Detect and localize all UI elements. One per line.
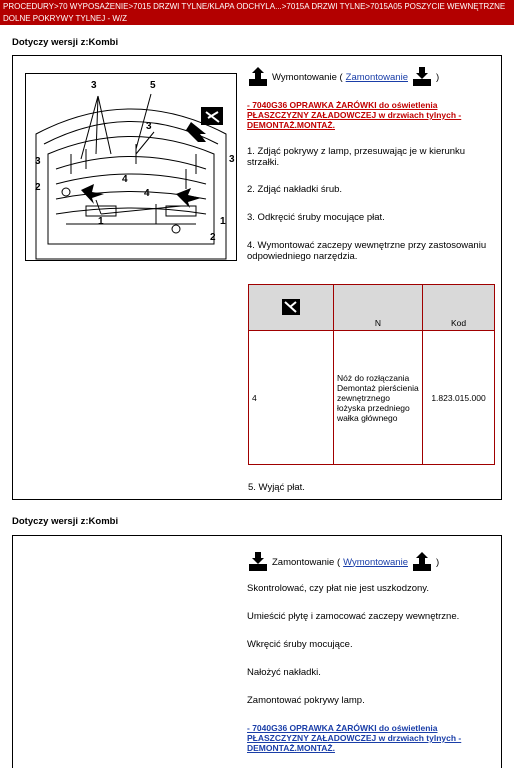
tools-table — [248, 284, 495, 465]
removal-link[interactable]: Wymontowanie — [343, 556, 408, 568]
step-4: 4. Wymontować zaczepy wewnętrzne przy zastosowaniu odpowiedniego narzędzia. — [247, 240, 487, 262]
label-1-a: 1 — [98, 216, 104, 227]
label-1-b: 1 — [220, 216, 226, 227]
step-5: 5. Wyjąć płat. — [248, 482, 305, 493]
label-3-c: 3 — [35, 156, 41, 167]
install-icon — [411, 67, 433, 87]
installation-link[interactable]: Zamontowanie — [345, 71, 408, 83]
removal-header — [247, 66, 495, 88]
step-2: 2. Zdjąć nakładki śrub. — [247, 184, 343, 195]
install-step-5: Zamontować pokrywy lamp. — [247, 695, 365, 706]
installation-header-suffix: ) — [435, 556, 440, 568]
step-3: 3. Odkręcić śruby mocujące płat. — [247, 212, 385, 223]
tools-header-name: N — [334, 285, 423, 331]
installation-header-prefix: Zamontowanie ( — [272, 556, 341, 568]
installation-header — [247, 551, 495, 573]
install-step-2: Umieścić płytę i zamocować zaczepy wewnętrzne. — [247, 611, 460, 622]
bulb-holder-link-2[interactable]: - 7040G36 OPRAWKA ŻARÓWKI do oświetlenia PŁASZCZYZNY ZAŁADOWCZEJ w drzwiach tylnych - DEMONTAŻ.MONTAŻ. — [247, 723, 462, 753]
breadcrumb[interactable]: PROCEDURY>70 WYPOSAŻENIE>7015 DRZWI TYLNE/KLAPA ODCHYLA...>7015A DRZWI TYLNE>7015A05 POSZYCIE WEWNĘTRZNE DOLNE POKRYWY TYLNEJ - W/Z — [0, 0, 514, 25]
tools-header-icon — [249, 285, 334, 331]
tool-code: 1.823.015.000 — [423, 331, 495, 465]
label-2-a: 2 — [35, 182, 41, 193]
version-label-1: Dotyczy wersji z:Kombi — [12, 37, 119, 48]
tools-header-code: Kod — [423, 285, 495, 331]
tool-name: Nóż do rozłączania Demontaż pierścienia zewnętrznego łożyska przedniego wałka głównego — [334, 331, 423, 465]
label-5: 5 — [150, 80, 156, 91]
wrench-icon — [282, 299, 300, 315]
removal-header-prefix: Wymontowanie ( — [272, 71, 343, 83]
install-step-4: Nałożyć nakładki. — [247, 667, 321, 678]
label-3-a: 3 — [91, 80, 97, 91]
removal-header-suffix: ) — [435, 71, 440, 83]
label-2-b: 2 — [210, 232, 216, 243]
table-row — [249, 331, 495, 465]
install-step-1: Skontrolować, czy płat nie jest uszkodzony. — [247, 583, 429, 594]
tailgate-diagram — [25, 73, 237, 261]
tailgate-drawing — [26, 74, 236, 260]
installation-content — [247, 551, 495, 753]
label-4-b: 4 — [144, 188, 150, 199]
install-step-3: Wkręcić śruby mocujące. — [247, 639, 353, 650]
remove-icon — [411, 552, 433, 572]
removal-content — [247, 66, 495, 262]
label-3-b: 3 — [146, 121, 152, 132]
remove-icon — [247, 67, 269, 87]
label-3-d: 3 — [229, 154, 235, 165]
tool-qty: 4 — [249, 331, 334, 465]
label-4-a: 4 — [122, 174, 128, 185]
step-1: 1. Zdjąć pokrywy z lamp, przesuwając je w kierunku strzałki. — [247, 146, 466, 168]
bulb-holder-link[interactable]: - 7040G36 OPRAWKA ŻARÓWKI do oświetlenia PŁASZCZYZNY ZAŁADOWCZEJ w drzwiach tylnych - DEMONTAŻ.MONTAŻ. — [247, 100, 462, 130]
install-icon — [247, 552, 269, 572]
version-label-2: Dotyczy wersji z:Kombi — [12, 516, 119, 527]
